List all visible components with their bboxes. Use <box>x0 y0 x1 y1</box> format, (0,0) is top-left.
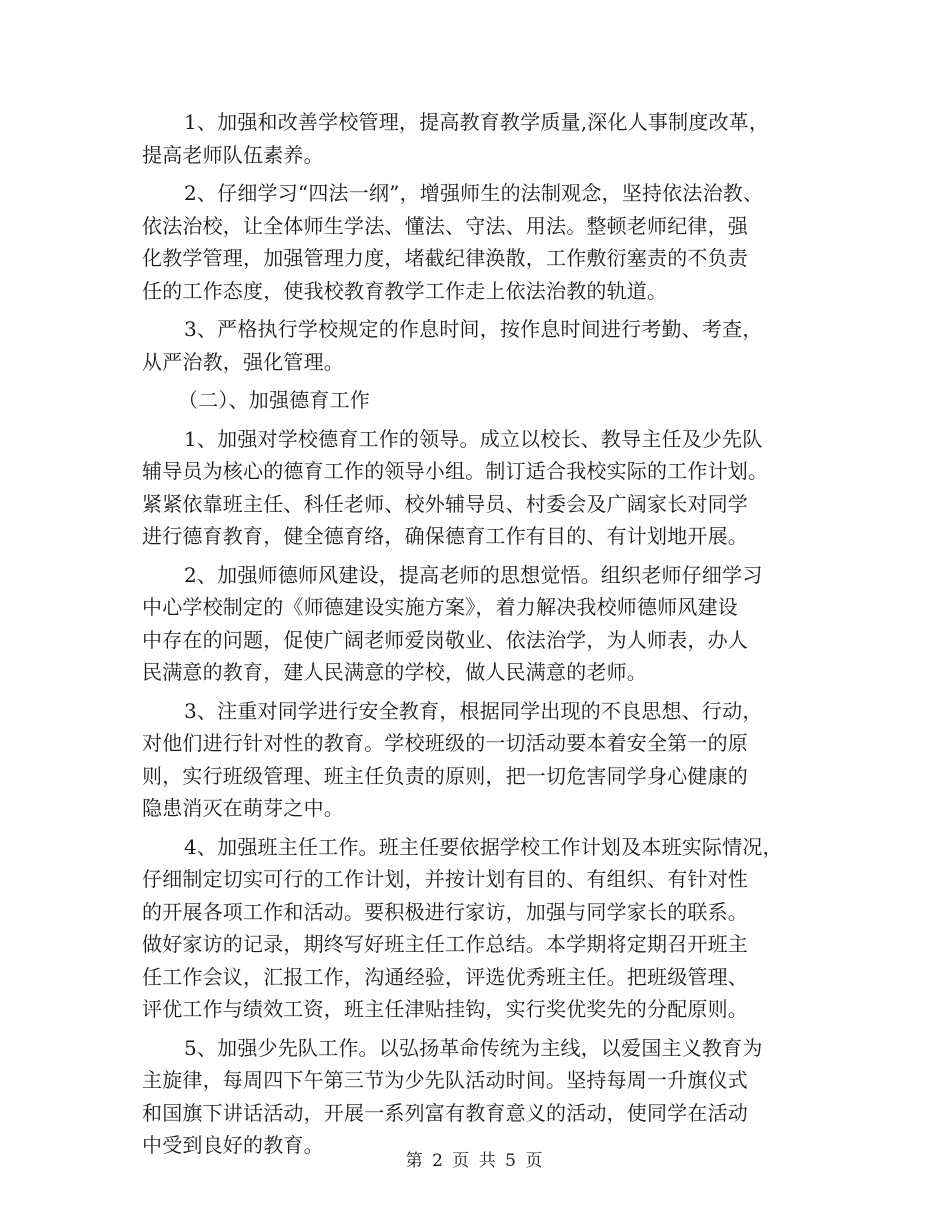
text-line: 民满意的教育，建人民满意的学校，做人民满意的老师。 <box>142 660 647 684</box>
paragraph-8 <box>142 1032 812 1162</box>
text-line: 和国旗下讲话活动，开展一系列富有教育意义的活动，使同学在活动 <box>142 1100 748 1125</box>
paragraph-5 <box>142 559 812 689</box>
text-line: 从严治教，强化管理。 <box>142 349 344 374</box>
paragraph-1 <box>142 106 812 171</box>
text-line: 依法治校，让全体师生学法、懂法、守法、用法。整顿老师纪律，强 <box>142 213 748 238</box>
section-heading-text: （二）、加强德育工作 <box>178 388 370 412</box>
paragraph-3 <box>142 313 812 378</box>
text-line: 隐患消灭在萌芽之中。 <box>142 796 344 820</box>
text-line: 3、注重对同学进行安全教育，根据同学出现的不良思想、行动， <box>184 698 763 723</box>
text-line: 辅导员为核心的德育工作的领导小组。制订适合我校实际的工作计划。 <box>142 459 769 483</box>
text-line: 2、加强师德师风建设，提高老师的思想觉悟。组织老师仔细学习 <box>184 562 763 587</box>
text-line: 进行德育教育，健全德育络，确保德育工作有目的、有计划地开展。 <box>142 524 748 548</box>
text-line: 3、严格执行学校规定的作息时间，按作息时间进行考勤、考查， <box>184 317 763 341</box>
text-line: 中心学校制定的《师德建设实施方案》，着力解决我校师德师风建设 <box>142 595 738 619</box>
text-line: 对他们进行针对性的教育。学校班级的一切活动要本着安全第一的原 <box>142 731 748 755</box>
paragraph-6 <box>142 695 812 825</box>
text-line: 1、加强对学校德育工作的领导。成立以校长、教导主任及少先队 <box>184 426 763 451</box>
text-line: 1、加强和改善学校管理，提高教育教学质量,深化人事制度改革， <box>184 110 770 134</box>
text-line: 中受到良好的教育。 <box>142 1133 324 1157</box>
paragraph-2 <box>142 177 812 307</box>
section-heading <box>142 384 812 417</box>
paragraph-7 <box>142 831 812 1026</box>
text-line: 评优工作与绩效工资，班主任津贴挂钩，实行奖优奖先的分配原则。 <box>142 997 748 1021</box>
text-line: 任工作会议，汇报工作，沟通经验，评选优秀班主任。把班级管理、 <box>142 964 748 989</box>
document-body <box>142 106 812 1168</box>
text-line: 提高老师队伍素养。 <box>142 142 324 167</box>
paragraph-4 <box>142 423 812 553</box>
text-line: 中存在的问题，促使广阔老师爱岗敬业、依法治学，为人师表，办人 <box>142 627 748 652</box>
text-line: 则，实行班级管理、班主任负责的原则，把一切危害同学身心健康的 <box>142 763 748 788</box>
text-line: 做好家访的记录，期终写好班主任工作总结。本学期将定期召开班主 <box>142 932 748 956</box>
text-line: 4、加强班主任工作。班主任要依据学校工作计划及本班实际情况， <box>184 834 783 859</box>
text-line: 化教学管理，加强管理力度，堵截纪律涣散，工作敷衍塞责的不负责 <box>142 246 748 270</box>
text-line: 任的工作态度，使我校教育教学工作走上依法治教的轨道。 <box>142 278 668 303</box>
text-line: 的开展各项工作和活动。要积极进行家访，加强与同学家长的联系。 <box>142 899 748 924</box>
text-line: 主旋律，每周四下午第三节为少先队活动时间。坚持每周一升旗仪式 <box>142 1068 748 1092</box>
page-number-footer: 第 2 页 共 5 页 <box>405 1151 545 1171</box>
text-line: 2、仔细学习“四法一纲”，增强师生的法制观念，坚持依法治教、 <box>184 181 764 205</box>
text-line: 紧紧依靠班主任、科任老师、校外辅导员、村委会及广阔家长对同学 <box>142 491 748 516</box>
text-line: 5、加强少先队工作。以弘扬革命传统为主线，以爱国主义教育为 <box>184 1035 763 1060</box>
text-line: 仔细制定切实可行的工作计划，并按计划有目的、有组织、有针对性 <box>142 867 748 891</box>
